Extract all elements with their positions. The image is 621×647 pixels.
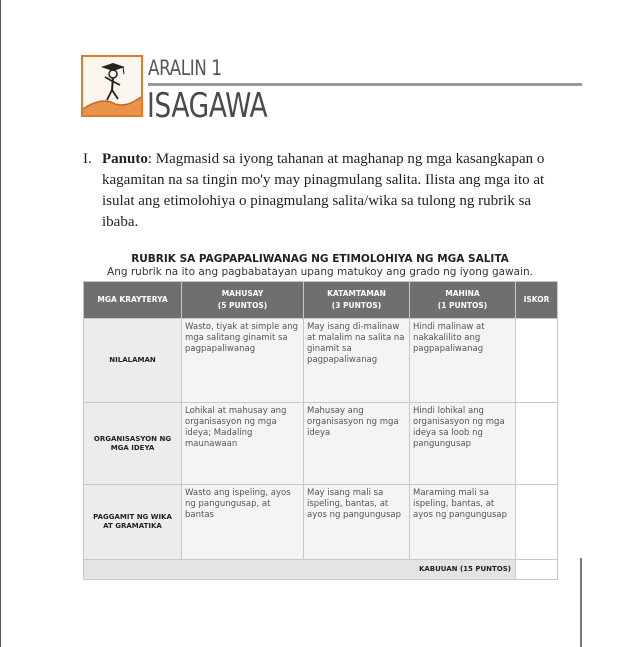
instruction-number: I. [83,151,92,167]
instruction-body [102,149,561,233]
instruction-label: Panuto [102,151,148,167]
rubric-table [83,281,558,580]
section-title: ISAGAWA [147,86,268,126]
page-fold-rule [580,558,582,647]
rubric-header-row [84,282,558,319]
header-criteria: MGA KRAYTERYA [84,282,182,319]
mahina-cell: Maraming mali sa ispeling, bantas, at ayos ng pangungusap [410,485,516,560]
katamtaman-cell: May isang di-malinaw at malalim na salita na ginamit sa pagpapaliwanag [304,319,410,403]
table-row [84,403,558,485]
header-katamtaman: KATAMTAMAN (3 PUNTOS) [304,282,410,319]
header-mahusay: MAHUSAY (5 PUNTOS) [182,282,304,319]
total-row [84,560,558,580]
criterion-cell: ORGANISASYON NG MGA IDEYA [84,403,182,485]
mahina-cell: Hindi lohikal ang organisasyon ng mga ideya sa loob ng pangungusap [410,403,516,485]
mahusay-cell: Wasto ang ispeling, ayos ng pangungusap, at bantas [182,485,304,560]
total-score-cell[interactable] [516,560,558,580]
katamtaman-cell: Mahusay ang organisasyon ng mga ideya [304,403,410,485]
table-row [84,319,558,403]
score-cell[interactable] [516,403,558,485]
mahusay-cell: Wasto, tiyak at simple ang mga salitang ginamit sa pagpapaliwanag [182,319,304,403]
rubric-title: RUBRIK SA PAGPAPALIWANAG NG ETIMOLOHIYA NG MGA SALITA [131,253,509,265]
rubric-subtitle: Ang rubrik na ito ang pagbabatayan upang matukoy ang grado ng iyong gawain. [107,266,533,278]
table-row [84,485,558,560]
instruction-text: : Magmasid sa iyong tahanan at maghanap ng mga kasangkapan o kagamitan na sa tingin mo'y may pinagmulang salita. Ilista ang mga ito at isulat ang etimolohiya o pinagmulang salita/wika sa tulong ng rubrik sa ibaba. [102,151,545,230]
page-edge-rule [0,0,1,647]
score-cell[interactable] [516,319,558,403]
criterion-cell: NILALAMAN [84,319,182,403]
graduate-walking-icon [81,55,143,117]
score-cell[interactable] [516,485,558,560]
header-score: ISKOR [516,282,558,319]
instructions [83,149,561,233]
total-label: KABUUAN (15 PUNTOS) [84,560,516,580]
mahina-cell: Hindi malinaw at nakakalilito ang pagpapaliwanag [410,319,516,403]
header-mahina: MAHINA (1 PUNTOS) [410,282,516,319]
mahusay-cell: Lohikal at mahusay ang organisasyon ng mga ideya; Madaling maunawaan [182,403,304,485]
katamtaman-cell: May isang mali sa ispeling, bantas, at ayos ng pangungusap [304,485,410,560]
lesson-label: ARALIN 1 [148,56,222,80]
criterion-cell: PAGGAMIT NG WIKA AT GRAMATIKA [84,485,182,560]
